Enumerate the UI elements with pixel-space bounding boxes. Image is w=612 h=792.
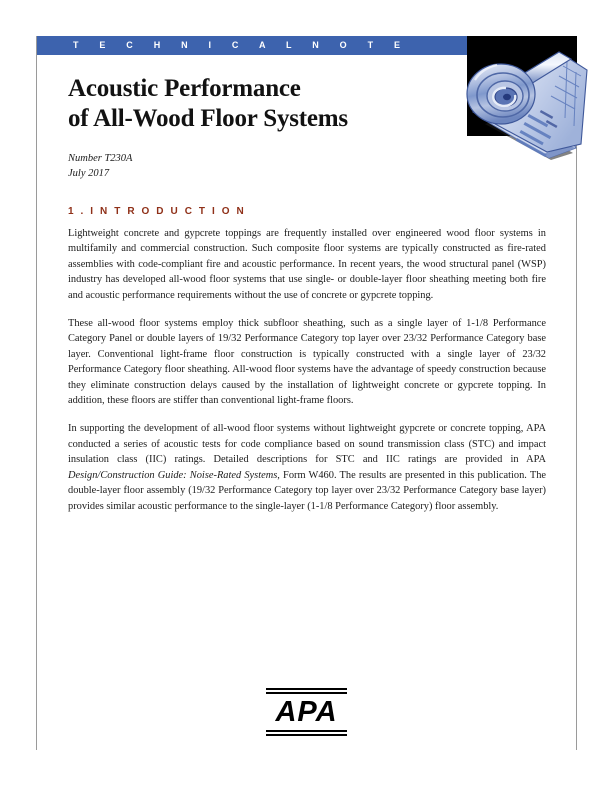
blueprint-artwork (467, 36, 577, 136)
page-title (68, 74, 448, 134)
paragraph-1: Lightweight concrete and gypcrete toppings are frequently installed over engineered wood floor systems in multifamily and commercial construction. Such composite floor systems are typically constructed as fire-rated assemblies with code-compliant fire and acoustic performance. In recent years, the wood structural panel (WSP) industry has developed all-wood floor systems that use single- or double-layer floor sheathing meeting both fire and acoustic performance requirements without the use of concrete or gypcrete topping. (68, 228, 546, 301)
page-title-line-2: of All-Wood Floor Systems (68, 105, 348, 132)
apa-wordmark: APA (275, 696, 338, 728)
paragraph-3: In supporting the development of all-wood floor systems without lightweight gypcrete or concrete topping, APA conducted a series of acoustic tests for code compliance based on sound transmission class (STC) and impact insulation class (IIC) ratings. Detailed descriptions for STC and IIC ratings are provided in APA Design/Construction Guide: Noise-Rated Systems, Form W460. The results are presented in this publication. The double-layer floor assembly (19/32 Performance Category top layer over 23/32 Performance Category base layer) provides similar acoustic performance to the single-layer (1-1/8 Performance Category) floor assembly. (68, 423, 547, 512)
apa-logo-rule-bottom (266, 730, 347, 736)
apa-logo (266, 688, 347, 736)
section-heading-introduction: 1 . I N T R O D U C T I O N (68, 206, 246, 217)
page-title-line-1: Acoustic Performance (68, 75, 301, 102)
document-meta (68, 152, 132, 181)
document-number: Number T230A (68, 153, 133, 164)
rolled-blueprint-icon (455, 32, 590, 177)
technical-note-banner (37, 36, 467, 55)
document-date: July 2017 (68, 167, 110, 179)
apa-logo-rule-top (266, 688, 347, 694)
banner-label: T E C H N I C A L N O T E (73, 40, 410, 50)
paragraph-2: These all-wood floor systems employ thick subfloor sheathing, such as a single layer of 1-1/8 Performance Category Panel or double layers of 19/32 Performance Category top layer over 23/32 Performance Category base layer. Conventional light-frame floor construction is typically constructed with a single layer of 23/32 Performance Category floor sheathing. All-wood floor systems have the advantage of speedy construction because they eliminate construction delays caused by the installation of lightweight concrete or gypcrete topping. In addition, these floors are stiffer than conventional light-frame floors. (68, 318, 546, 407)
body-content (68, 226, 546, 514)
